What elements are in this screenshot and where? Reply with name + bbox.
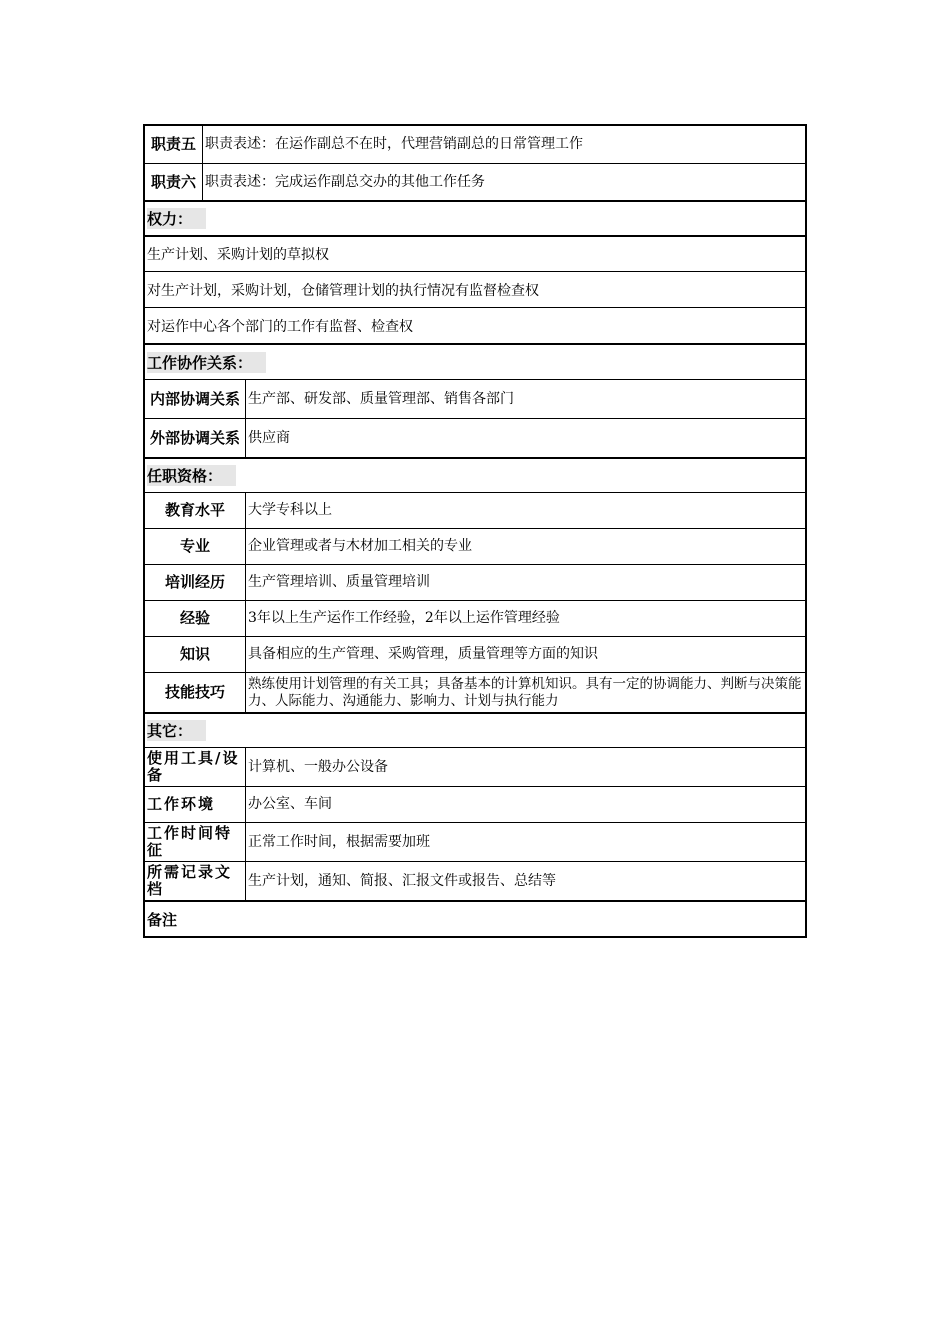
qualification-row [145, 672, 805, 712]
qualification-value: 3年以上生产运作工作经验，2年以上运作管理经验 [248, 610, 560, 626]
authority-item [145, 271, 805, 307]
relation-row [145, 379, 805, 418]
section-header-relations [145, 343, 805, 379]
other-row [145, 747, 805, 786]
section-title: 任职资格： [147, 465, 236, 486]
duty-text: 职责表述：在运作副总不在时，代理营销副总的日常管理工作 [205, 136, 583, 152]
relation-value: 供应商 [248, 429, 290, 446]
section-title: 其它： [147, 720, 206, 741]
duty-text: 职责表述：完成运作副总交办的其他工作任务 [205, 173, 485, 190]
other-row [145, 861, 805, 900]
remarks-row [145, 900, 805, 936]
qualification-value: 具备相应的生产管理、采购管理，质量管理等方面的知识 [248, 646, 598, 662]
relation-label: 内部协调关系 [145, 380, 246, 418]
qualification-row [145, 492, 805, 528]
other-label: 使用工具/设备 [145, 748, 246, 786]
other-value: 办公室、车间 [248, 796, 332, 812]
relation-value: 生产部、研发部、质量管理部、销售各部门 [248, 390, 514, 407]
qualification-value: 熟练使用计划管理的有关工具；具备基本的计算机知识。具有一定的协调能力、判断与决策能力、人际能力、沟通能力、影响力、计划与执行能力 [248, 675, 802, 709]
qualification-row [145, 636, 805, 672]
other-row [145, 786, 805, 822]
qualification-value: 生产管理培训、质量管理培训 [248, 574, 430, 590]
qualification-label: 技能技巧 [145, 673, 246, 712]
authority-item [145, 235, 805, 271]
authority-text: 对运作中心各个部门的工作有监督、检查权 [147, 318, 413, 335]
other-label: 所需记录文档 [145, 862, 246, 900]
qualification-row [145, 600, 805, 636]
qualification-row [145, 528, 805, 564]
other-label: 工作环境 [145, 787, 246, 822]
other-value: 计算机、一般办公设备 [248, 758, 388, 775]
qualification-row [145, 564, 805, 600]
qualification-label: 教育水平 [145, 493, 246, 528]
authority-text: 对生产计划，采购计划，仓储管理计划的执行情况有监督检查权 [147, 282, 539, 299]
section-header-other [145, 712, 805, 747]
other-value: 正常工作时间，根据需要加班 [248, 833, 430, 850]
qualification-value: 企业管理或者与木材加工相关的专业 [248, 538, 472, 554]
qualification-label: 经验 [145, 601, 246, 636]
section-header-qualifications [145, 457, 805, 492]
duty-row [145, 126, 805, 163]
relation-label: 外部协调关系 [145, 419, 246, 457]
qualification-label: 培训经历 [145, 565, 246, 600]
other-row [145, 822, 805, 861]
duty-label: 职责五 [145, 126, 203, 163]
duty-label: 职责六 [145, 164, 203, 200]
qualification-label: 知识 [145, 637, 246, 672]
other-value: 生产计划，通知、简报、汇报文件或报告、总结等 [248, 872, 556, 889]
authority-text: 生产计划、采购计划的草拟权 [147, 247, 329, 263]
remarks-label: 备注 [147, 910, 178, 929]
qualification-label: 专业 [145, 529, 246, 564]
duty-row [145, 163, 805, 200]
authority-item [145, 307, 805, 343]
other-label: 工作时间特征 [145, 823, 246, 861]
section-title: 工作协作关系： [147, 352, 266, 373]
section-title: 权力： [147, 208, 206, 229]
job-description-table [143, 124, 807, 938]
section-header-authority [145, 200, 805, 235]
qualification-value: 大学专科以上 [248, 502, 332, 518]
relation-row [145, 418, 805, 457]
